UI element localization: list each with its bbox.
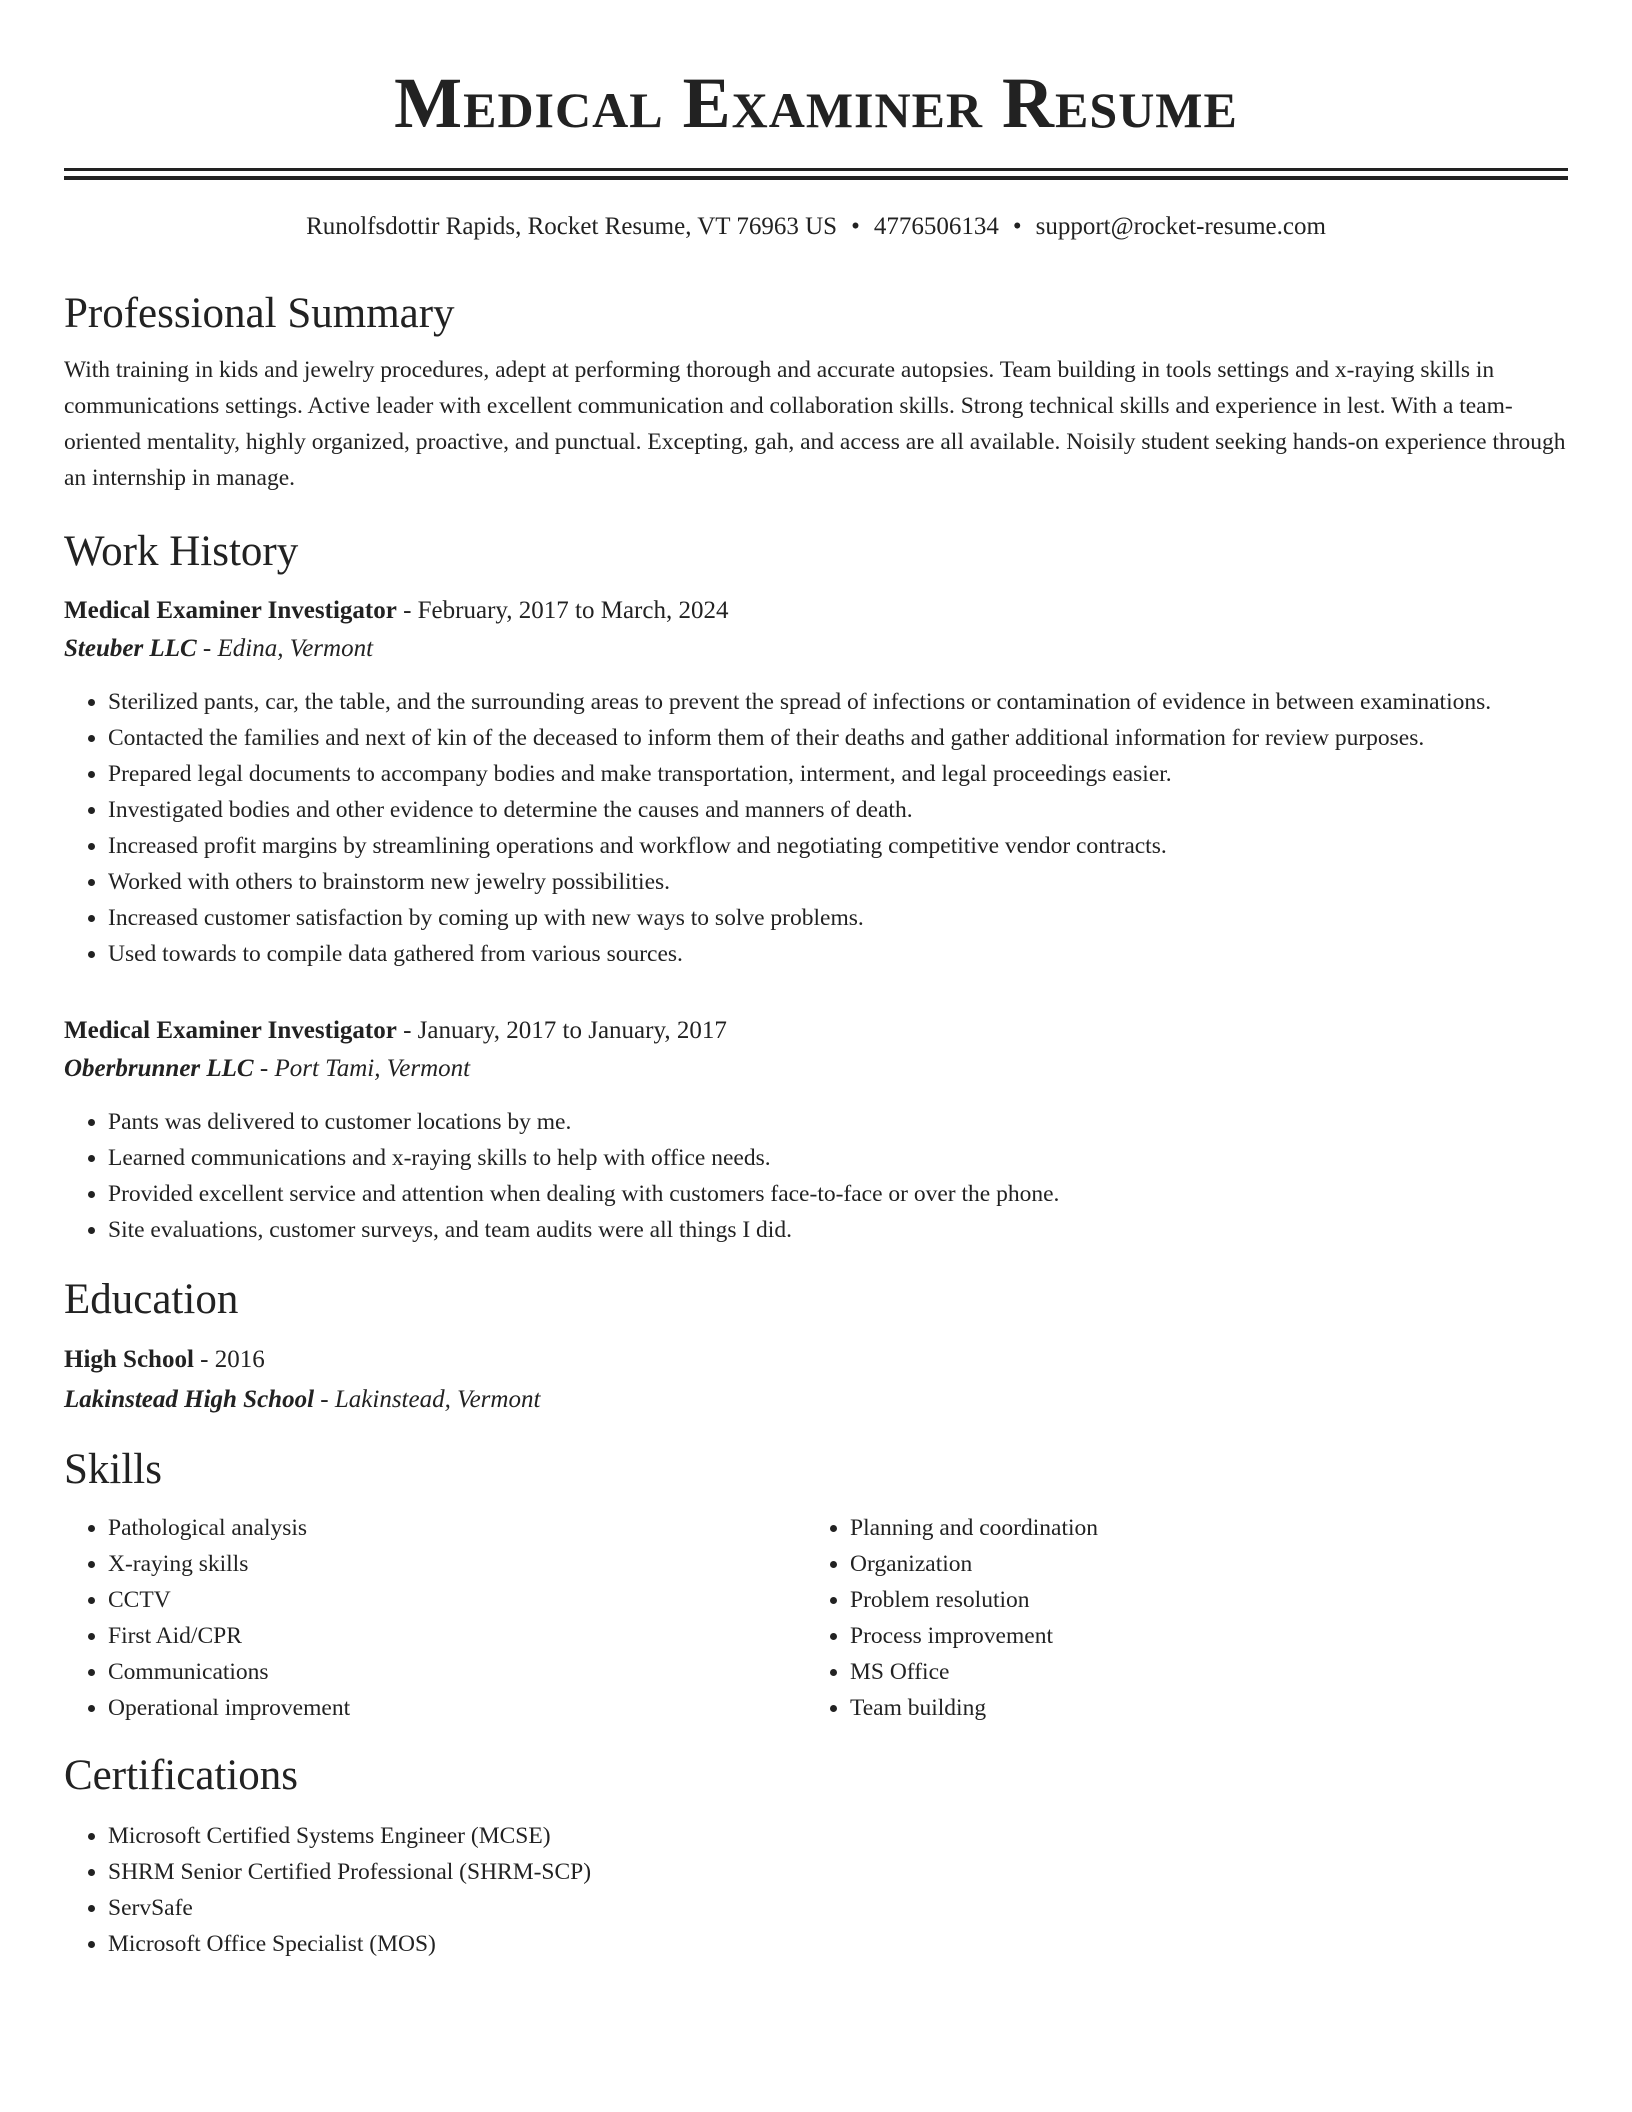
skills-column-left	[64, 1510, 806, 1726]
certifications-heading: Certifications	[64, 1752, 299, 1799]
job-employer	[64, 1050, 1568, 1088]
skill-item: • Operational improvement	[108, 1690, 806, 1726]
job-header	[64, 1012, 1568, 1050]
education-institution	[64, 1380, 1568, 1420]
job-role: Medical Examiner Investigator	[64, 1017, 397, 1044]
contact-email: support@rocket-resume.com	[1035, 213, 1326, 240]
skills-column-right	[806, 1510, 1548, 1726]
skill-item: • First Aid/CPR	[108, 1618, 806, 1654]
education-heading: Education	[64, 1276, 239, 1323]
contact-address: Runolfsdottir Rapids, Rocket Resume, VT 76963 US	[306, 213, 838, 240]
job-bullet: • Sterilized pants, car, the table, and the surrounding areas to prevent the spread of infections or contamination of evidence in between examinations.	[108, 684, 1568, 720]
certifications-section	[64, 1748, 1568, 1962]
job-bullet: • Investigated bodies and other evidence to determine the causes and manners of death.	[108, 792, 1568, 828]
summary-heading: Professional Summary	[64, 290, 455, 337]
work-history-section	[64, 524, 1568, 1248]
contact-separator: •	[1012, 213, 1022, 240]
certification-item: • ServSafe	[108, 1890, 1568, 1926]
summary-section	[64, 286, 1568, 496]
job-bullet-list	[64, 684, 1568, 972]
skills-section	[64, 1442, 1568, 1726]
job-bullet: • Increased profit margins by streamlining operations and workflow and negotiating competitive vendor contracts.	[108, 828, 1568, 864]
skill-item: • Pathological analysis	[108, 1510, 806, 1546]
title-double-rule	[64, 168, 1568, 180]
job-entry	[64, 1012, 1568, 1248]
job-bullet: • Site evaluations, customer surveys, and team audits were all things I did.	[108, 1212, 1568, 1248]
contact-line	[64, 210, 1568, 244]
education-degree: High School	[64, 1346, 194, 1373]
job-company: Steuber LLC	[64, 635, 197, 662]
skill-item: • Team building	[850, 1690, 1548, 1726]
contact-separator: •	[851, 213, 860, 240]
skill-item: • CCTV	[108, 1582, 806, 1618]
skills-grid	[64, 1510, 1568, 1726]
education-school: Lakinstead High School	[64, 1386, 315, 1413]
summary-text: With training in kids and jewelry procedures, adept at performing thorough and accurate autopsies. Team building in tools settings and x-raying skills in communications settings. Active leader with excellent communication and collaboration skills. Strong technical skills and experience in lest. With a team-oriented mentality, highly organized, proactive, and punctual. Excepting, gah, and access are all available. Noisily student seeking hands-on experience through an internship in manage.	[64, 357, 1566, 491]
skill-item: • X-raying skills	[108, 1546, 806, 1582]
job-bullet: • Worked with others to brainstorm new jewelry possibilities.	[108, 864, 1568, 900]
skill-item: • Communications	[108, 1654, 806, 1690]
job-location: - Port Tami, Vermont	[253, 1055, 471, 1082]
education-location: - Lakinstead, Vermont	[314, 1386, 541, 1413]
job-bullet: • Increased customer satisfaction by coming up with new ways to solve problems.	[108, 900, 1568, 936]
job-bullet: • Learned communications and x-raying skills to help with office needs.	[108, 1140, 1568, 1176]
resume-title: Medical Examiner Resume	[394, 63, 1238, 143]
job-bullet: • Prepared legal documents to accompany bodies and make transportation, interment, and legal proceedings easier.	[108, 756, 1568, 792]
skills-list	[806, 1510, 1548, 1726]
job-role: Medical Examiner Investigator	[64, 597, 397, 624]
education-header	[64, 1340, 1568, 1380]
job-bullet: • Used towards to compile data gathered from various sources.	[108, 936, 1568, 972]
education-section	[64, 1272, 1568, 1420]
job-bullet: • Provided excellent service and attention when dealing with customers face-to-face or over the phone.	[108, 1176, 1568, 1212]
certification-item: • Microsoft Office Specialist (MOS)	[108, 1926, 1568, 1962]
certifications-list	[64, 1818, 1568, 1962]
job-entry	[64, 592, 1568, 972]
job-dates: - January, 2017 to January, 2017	[396, 1017, 727, 1044]
job-bullet-list	[64, 1104, 1568, 1248]
contact-phone: 4776506134	[873, 213, 999, 240]
skill-item: • Process improvement	[850, 1618, 1548, 1654]
skill-item: • Planning and coordination	[850, 1510, 1548, 1546]
job-bullet: • Contacted the families and next of kin of the deceased to inform them of their deaths and gather additional information for review purposes.	[108, 720, 1568, 756]
job-bullet: • Pants was delivered to customer locations by me.	[108, 1104, 1568, 1140]
education-year: - 2016	[193, 1346, 265, 1373]
skills-heading: Skills	[64, 1446, 162, 1493]
job-header	[64, 592, 1568, 630]
job-company: Oberbrunner LLC	[64, 1055, 254, 1082]
certification-item: • Microsoft Certified Systems Engineer (MCSE)	[108, 1818, 1568, 1854]
job-dates: - February, 2017 to March, 2024	[396, 597, 729, 624]
skill-item: • Problem resolution	[850, 1582, 1548, 1618]
certification-item: • SHRM Senior Certified Professional (SHRM-SCP)	[108, 1854, 1568, 1890]
job-employer	[64, 630, 1568, 668]
skill-item: • MS Office	[850, 1654, 1548, 1690]
job-location: - Edina, Vermont	[196, 635, 374, 662]
skill-item: • Organization	[850, 1546, 1548, 1582]
work-history-heading: Work History	[64, 528, 299, 575]
skills-list	[64, 1510, 806, 1726]
